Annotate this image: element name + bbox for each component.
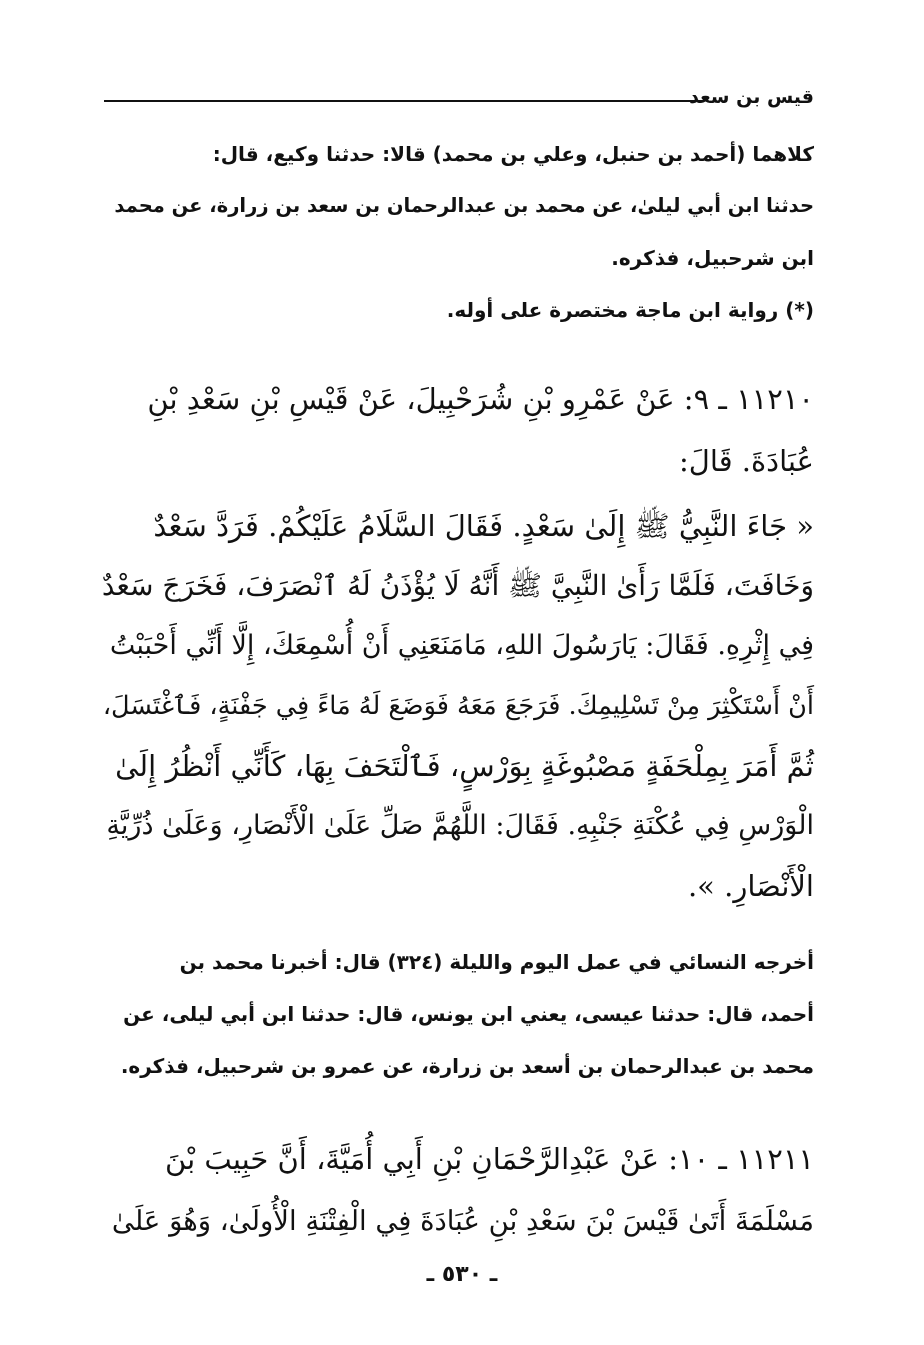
hadith-text-line: ثُمَّ أَمَرَ بِمِلْحَفَةٍ مَصْبُوغَةٍ بِوَرْسٍ، فَٱلْتَحَفَ بِهَا، كَأَنِّي أَنْظُرُ إِلَىٰ [115, 749, 814, 783]
text-line: كلاهما (أحمد بن حنبل، وعلي بن محمد) قالا: حدثنا وكيع، قال: [212, 142, 814, 166]
hadith-heading-11210 [102, 368, 814, 492]
source-note-block [102, 128, 814, 336]
text-line: أحمد، قال: حدثنا عيسى، يعني ابن يونس، قال: حدثنا ابن أبي ليلى، عن [123, 1002, 814, 1026]
hadith-heading-line: مَسْلَمَةَ أَتَىٰ قَيْسَ بْنَ سَعْدِ بْنِ عُبَادَةَ فِي الْفِتْنَةِ الْأُولَىٰ، وَهُوَ عَلَىٰ [111, 1205, 814, 1237]
text-line: ابن شرحبيل، فذكره. [611, 246, 814, 270]
running-header [104, 86, 814, 116]
hadith-text-line: وَخَافَتَ، فَلَمَّا رَأَىٰ النَّبِيَّ ﷺ أَنَّهُ لَا يُؤْذَنُ لَهُ ٱنْصَرَفَ، فَخَرَجَ سَعْدٌ [101, 569, 814, 602]
footnote-line: (*) رواية ابن ماجة مختصرة على أوله. [446, 298, 814, 322]
hadith-heading-line: عُبَادَةَ. قَالَ: [679, 444, 814, 478]
text-line: أخرجه النسائي في عمل اليوم والليلة (٣٢٤) قال: أخبرنا محمد بن [179, 950, 814, 974]
header-rule [104, 100, 704, 102]
page-number: ـ ٥٣٠ ـ [426, 1262, 498, 1287]
hadith-text-11210 [102, 496, 814, 916]
hadith-text-line: « جَاءَ النَّبِيُّ ﷺ إِلَىٰ سَعْدٍ. فَقَالَ السَّلَامُ عَلَيْكُمْ. فَرَدَّ سَعْدٌ [153, 509, 814, 543]
hadith-text-line: الْأَنْصَارِ. ». [687, 869, 814, 903]
takhrij-block [102, 936, 814, 1092]
hadith-heading-line: ١١٢١٠ ـ ٩: عَنْ عَمْرِو بْنِ شُرَحْبِيلَ، عَنْ قَيْسِ بْنِ سَعْدِ بْنِ [147, 382, 814, 416]
text-line: حدثنا ابن أبي ليلىٰ، عن محمد بن عبدالرحمان بن سعد بن زرارة، عن محمد [114, 194, 814, 217]
hadith-text-line: فِي إِثْرِهِ. فَقَالَ: يَارَسُولَ اللهِ، مَامَنَعَنِي أَنْ أُسْمِعَكَ، إِلَّا أَنِّي أَحْبَبْتُ [109, 630, 814, 661]
hadith-heading-line: ١١٢١١ ـ ١٠: عَنْ عَبْدِالرَّحْمَانِ بْنِ أَبِي أُمَيَّةَ، أَنَّ حَبِيبَ بْنَ [165, 1142, 814, 1176]
running-title: قيس بن سعد [689, 86, 814, 108]
hadith-heading-11211 [102, 1128, 814, 1252]
text-line: محمد بن عبدالرحمان بن أسعد بن زرارة، عن عمرو بن شرحبيل، فذكره. [120, 1054, 814, 1078]
hadith-text-line: أَنْ أَسْتَكْثِرَ مِنْ تَسْلِيمِكَ. فَرَجَعَ مَعَهُ فَوَضَعَ لَهُ مَاءً فِي جَفْنَةٍ، فَٱغْتَسَلَ، [102, 691, 814, 721]
hadith-text-line: الْوَرْسِ فِي عُكْنَةِ جَنْبِهِ. فَقَالَ: اللَّهُمَّ صَلِّ عَلَىٰ الْأَنْصَارِ، وَعَلَىٰ ذُرِّيَّةِ [106, 810, 814, 841]
